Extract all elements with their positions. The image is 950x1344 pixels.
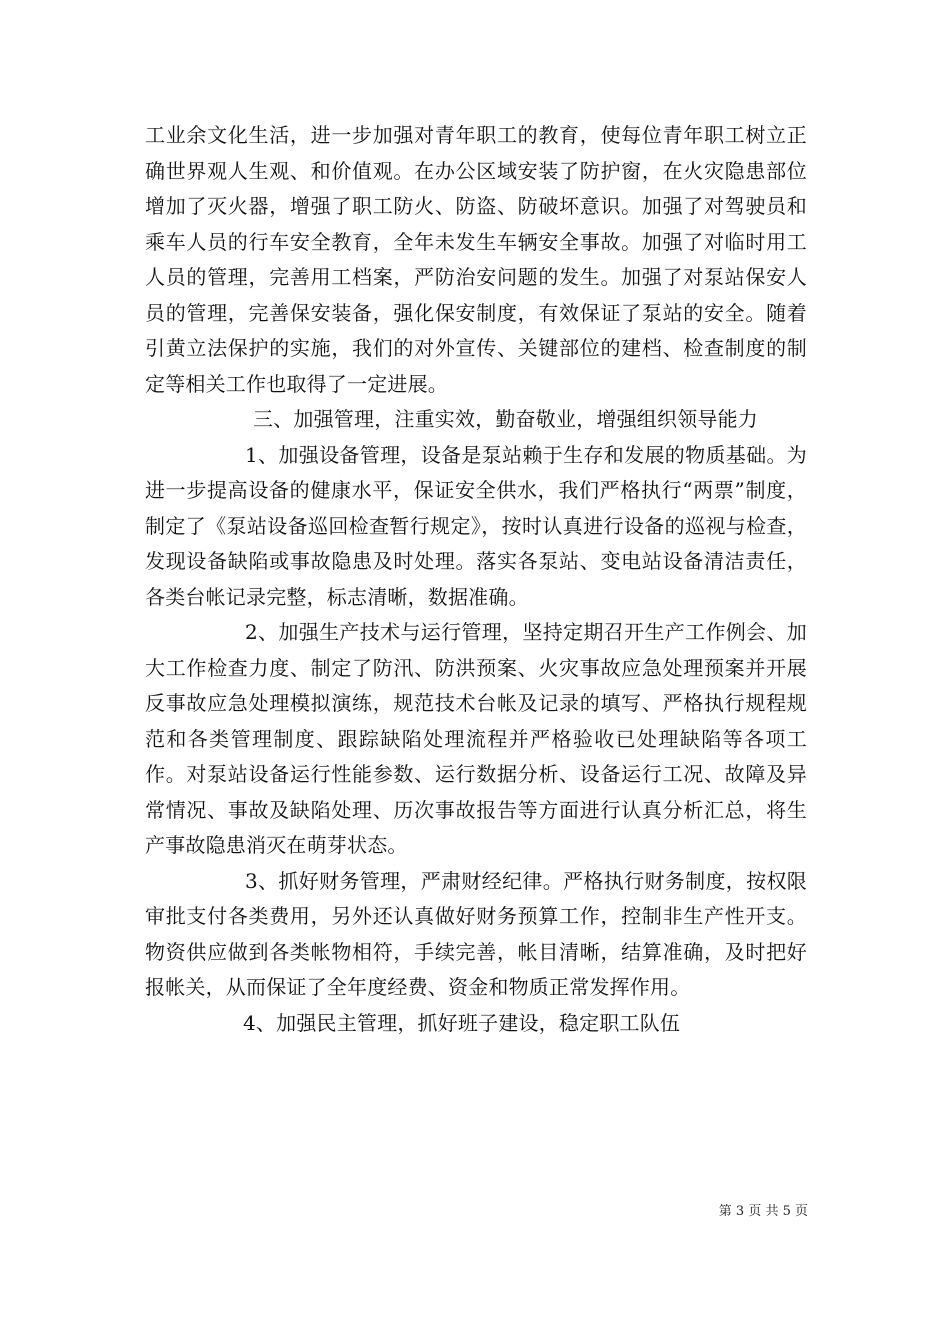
section-heading-3: 三、加强管理，注重实效，勤奋敬业，增强组织领导能力 [253,407,758,431]
paragraph-continued: 工业余文化生活，进一步加强对青年职工的教育，使每位青年职工树立正确世界观人生观、和价值观。在办公区域安装了防护窗，在火灾隐患部位增加了灭火器，增强了职工防火、防盗、防破坏意识。加强了对驾驶员和乘车人员的行车安全教育，全年未发生车辆安全事故。加强了对临时用工人员的管理，完善用工档案，严防治安问题的发生。加强了对泵站保安人员的管理，完善保安装备，强化保安制度，有效保证了泵站的安全。随着引黄立法保护的实施，我们的对外宣传、关键部位的建档、检查制度的制定等相关工作也取得了一定进展。 [145,123,807,396]
paragraph-item-2: 2、加强生产技术与运行管理，坚持定期召开生产工作例会、加大工作检查力度、制定了防汛、防洪预案、火灾事故应急处理预案并开展反事故应急处理模拟演练，规范技术台帐及记录的填写、严格执行规程规范和各类管理制度、跟踪缺陷处理流程并严格验收已处理缺陷等各项工作。对泵站设备运行性能参数、运行数据分析、设备运行工况、故障及异常情况、事故及缺陷处理、历次事故报告等方面进行认真分析汇总，将生产事故隐患消灭在萌芽状态。 [145,620,807,857]
paragraph-item-4: 4、加强民主管理，抓好班子建设，稳定职工队伍 [243,1010,681,1035]
page-number-footer: 第 3 页 共 5 页 [718,1204,808,1219]
document-body [145,118,807,1041]
paragraph-item-3: 3、抓好财务管理，严肃财经纪律。严格执行财务制度，按权限审批支付各类费用，另外还认真做好财务预算工作，控制非生产性开支。物资供应做到各类帐物相符，手续完善，帐目清晰，结算准确，及时把好报帐关，从而保证了全年度经费、资金和物质正常发挥作用。 [145,868,807,999]
paragraph-item-1: 1、加强设备管理，设备是泵站赖于生存和发展的物质基础。为进一步提高设备的健康水平，保证安全供水，我们严格执行“两票”制度，制定了《泵站设备巡回检查暂行规定》，按时认真进行设备的巡视与检查，发现设备缺陷或事故隐患及时处理。落实各泵站、变电站设备清洁责任，各类台帐记录完整，标志清晰，数据准确。 [145,442,807,609]
